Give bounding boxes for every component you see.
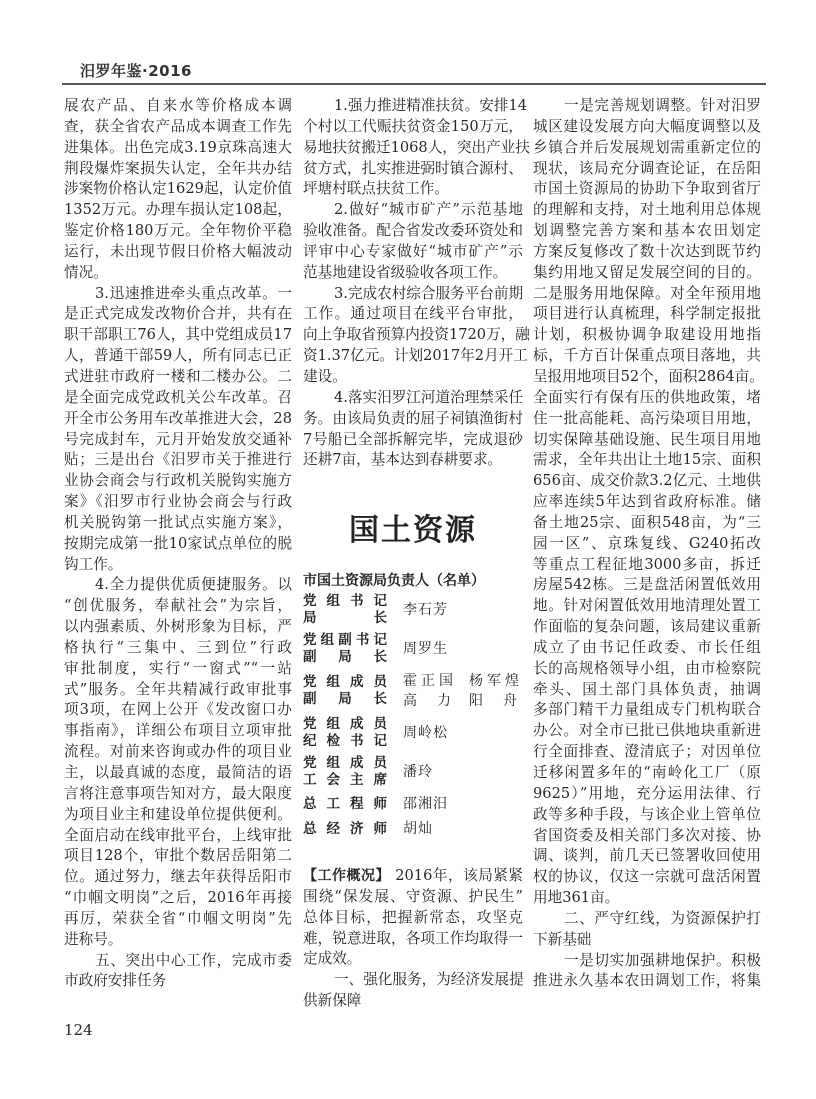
official-row — [303, 819, 523, 839]
paragraph — [303, 388, 523, 471]
text-line: 长的高规格领导小组，由市检察院 — [533, 659, 761, 677]
official-row — [303, 671, 523, 711]
text-line: 围绕“保发展、守资源、护民生” — [303, 887, 523, 905]
paragraph — [303, 970, 523, 1012]
text-line: 位。通过努力，继去年获得岳阳市 — [64, 868, 292, 886]
text-line: 业协会商会与行政机关脱钩实施方 — [64, 472, 292, 490]
text-line: 成立了由书记任政委、市长任组 — [533, 638, 761, 656]
text-line: 务。由该局负责的屈子祠镇渔街村 — [303, 409, 523, 427]
role-line: 局长 — [303, 610, 387, 626]
text-line: 坪塘村联点扶贫工作。 — [303, 180, 449, 198]
text-line: 个村以工代赈扶贫资金150万元， — [303, 117, 523, 135]
text-line: 市政府安排任务 — [64, 972, 167, 990]
text-line: 方案反复修改了数十次达到既节约 — [533, 242, 761, 260]
text-line: 乡镇合并后发展规划需重新定位的 — [533, 138, 761, 156]
running-header: 汨罗年鉴·2016 — [80, 62, 192, 80]
official-name: 邵湘汨 — [403, 796, 448, 812]
paragraph — [64, 96, 292, 284]
official-names — [403, 639, 448, 659]
text-line: 市国土资源局的协助下争取到省厅 — [533, 180, 761, 198]
text-line: 用地361亩。 — [533, 889, 620, 907]
text-line: 下新基础 — [533, 930, 592, 948]
text-line: 贫方式，扎实推进弼时镇合源村、 — [303, 159, 523, 177]
text-line: 地。针对闲置低效用地清理处置工 — [533, 597, 761, 615]
official-role — [303, 632, 387, 666]
text-line: 格执行“三集中、三到位”行政 — [64, 638, 292, 656]
text-line: 呈报用地项目52个，面积2864亩。 — [533, 367, 764, 385]
official-role — [303, 796, 387, 813]
official-names — [403, 794, 448, 814]
text-line: 资1.37亿元。计划2017年2月开工 — [303, 347, 528, 365]
text-line: 是全面完成党政机关公车改革。召 — [64, 388, 292, 406]
official-names — [403, 600, 448, 620]
paragraph — [303, 866, 523, 970]
official-role — [303, 716, 387, 750]
text-line: 式”服务。全年共精减行政审批事 — [64, 680, 292, 698]
text-line: 4.全力提供优质便捷服务。以 — [95, 576, 292, 594]
text-line: 现状，该局充分调查论证，在岳阳 — [533, 159, 761, 177]
role-line: 党组副书记 — [303, 632, 387, 648]
paragraph — [533, 96, 764, 909]
text-line: 计划，积极协调争取建设用地指 — [533, 326, 761, 344]
official-name: 霍正国 — [403, 673, 453, 689]
role-line: 副局长 — [303, 649, 387, 665]
text-line: 一是完善规划调整。针对汨罗 — [564, 97, 761, 114]
text-line: 备土地25宗、面积548亩，为“三 — [533, 513, 761, 531]
official-row — [303, 632, 523, 666]
page-number: 124 — [64, 1021, 93, 1039]
official-name: 阳舟 — [469, 693, 517, 709]
text-line: 涉案物价格认定1629起，认定价值 — [64, 180, 292, 198]
role-line: 党组书记 — [303, 593, 387, 609]
role-line: 副局长 — [303, 691, 387, 707]
text-line: 主，以最真诚的态度，最简洁的语 — [64, 764, 292, 781]
text-line: 等重点工程征地3000多亩，拆迁 — [533, 555, 761, 573]
text-line: 号完成封车，元月开始发放交通补 — [64, 430, 292, 448]
text-line: 贴；三是出台《汨罗市关于推进行 — [64, 451, 292, 469]
text-line: 4.落实汨罗江河道治理禁采任 — [334, 388, 524, 406]
text-line: 式进驻市政府一楼和二楼办公。二 — [64, 367, 292, 385]
text-line: 人，普通干部59人，所有同志已正 — [64, 347, 292, 365]
official-names — [403, 762, 433, 782]
text-line: 荆段爆炸案损失认定，全年共办结 — [64, 159, 292, 177]
text-line: 全面实行有保有压的供地政策，堵 — [533, 388, 761, 406]
text-line: 标，千方百计保重点项目落地，共 — [533, 347, 761, 365]
text-line: 流程。对前来咨询或办件的项目业 — [64, 743, 292, 761]
text-line: 的理解和支持，对土地利用总体规 — [533, 201, 761, 219]
role-line: 纪检书记 — [303, 733, 387, 749]
text-line: 进称号。 — [64, 930, 123, 948]
official-name: 胡灿 — [403, 821, 433, 837]
column-2 — [303, 96, 530, 471]
official-name: 周罗生 — [403, 641, 448, 657]
official-names — [403, 723, 448, 743]
text-line: 行全面排查、澄清底子；对因单位 — [533, 743, 761, 761]
official-row — [303, 593, 523, 627]
text-line: 多部门精干力量组成专门机构联合 — [533, 701, 761, 719]
text-line: 案》《汨罗市行业协会商会与行政 — [64, 493, 292, 511]
text-line: 房屋542栋。三是盘活闲置低效用 — [533, 576, 761, 594]
text-line: 3.完成农村综合服务平台前期 — [334, 284, 524, 302]
text-line: 按期完成第一批10家试点单位的脱 — [64, 534, 292, 552]
text-line: 2.做好“城市矿产”示范基地 — [334, 201, 523, 219]
official-row — [303, 755, 523, 789]
text-line: 开全市公务用车改革推进大会，28 — [64, 409, 292, 427]
text-line: 656亩、成交价款3.2亿元、土地供 — [533, 472, 761, 490]
officials-table — [303, 593, 523, 844]
text-line: 查，获全省农产品成本调查工作先 — [64, 117, 292, 135]
paragraph — [303, 284, 530, 388]
text-line: 城区建设发展方向大幅度调整以及 — [533, 117, 761, 135]
text-line: 事指南》，详细公布项目立项审批 — [64, 722, 292, 740]
header-rule — [62, 83, 766, 85]
section-heading: 国土资源 — [349, 514, 477, 547]
official-role — [303, 593, 387, 627]
column-1 — [64, 96, 292, 992]
text-line: 难，锐意进取，各项工作均取得一 — [303, 929, 523, 947]
text-line: 作面临的复杂问题，该局建议重新 — [533, 618, 761, 636]
official-role — [303, 755, 387, 789]
text-line: 一、强化服务，为经济发展提 — [334, 971, 524, 989]
role-line: 党组成员 — [303, 755, 387, 771]
text-span: 2016年，该局紧紧 — [390, 867, 524, 884]
text-line: 需求，全年共出让土地15宗、面积 — [533, 451, 761, 469]
paragraph — [533, 951, 761, 993]
official-name: 李石芳 — [403, 602, 448, 618]
text-line: 项目128个，审批个数居岳阳第二 — [64, 847, 292, 865]
text-line: 运行，未出现节假日价格大幅波动 — [64, 242, 292, 260]
text-line: 1.强力推进精准扶贫。安排14 — [334, 97, 528, 114]
text-line: 情况。 — [64, 263, 108, 281]
official-name: 周岭松 — [403, 725, 448, 741]
official-names — [403, 671, 519, 711]
official-row — [303, 794, 523, 814]
text-line: 迁移闲置多年的“南岭化工厂（原 — [533, 764, 761, 781]
paragraph — [64, 951, 292, 993]
text-line: 3.迅速推进牵头重点改革。一 — [95, 284, 292, 302]
text-line: 牵头、国土部门具体负责，抽调 — [533, 680, 761, 698]
text-line: 为项目业主和建设单位提供便利。 — [64, 805, 292, 823]
text-line: 验收准备。配合省发改委环资处和 — [303, 222, 523, 240]
text-line: 五、突出中心工作，完成市委 — [95, 951, 292, 969]
text-line: 二是服务用地保障。对全年预用地 — [533, 284, 761, 302]
role-line: 党组成员 — [303, 716, 387, 732]
text-line: 言将注意事项告知对方，最大限度 — [64, 784, 292, 802]
text-line: 1352万元。办理车损认定108起， — [64, 201, 292, 219]
text-line: 还耕7亩，基本达到春耕要求。 — [303, 451, 503, 469]
text-line: 项目进行认真梳理，科学制定报批 — [533, 305, 761, 323]
text-line: 钩工作。 — [64, 555, 123, 573]
text-line: “巾帼文明岗”之后，2016年再接 — [64, 889, 292, 907]
text-line: 评审中心专家做好“城市矿产”示 — [303, 242, 523, 260]
official-role — [303, 821, 387, 838]
text-line: 总体目标，把握新常态，攻坚克 — [303, 908, 523, 926]
text-line: 划调整完善方案和基本农田划定 — [533, 222, 761, 240]
overview-label: 【工作概况】 — [303, 868, 391, 884]
text-line: 展农产品、自来水等价格成本调 — [64, 97, 292, 114]
text-line: 易地扶贫搬迁1068人，突出产业扶 — [303, 138, 530, 156]
role-line: 总经济师 — [303, 820, 387, 837]
text-line: 以内强素质、外树形象为目标，严 — [64, 618, 292, 636]
column-3 — [533, 96, 764, 992]
text-line: 审批制度，实行“一窗式”“一站 — [64, 659, 292, 677]
text-line: 向上争取省预算内投资1720万，融 — [303, 326, 530, 344]
official-role — [303, 674, 387, 708]
text-line: 调、谈判，前几天已签署收回使用 — [533, 847, 761, 865]
text-line: 切实保障基础设施、民生项目用地 — [533, 430, 761, 448]
text-line: 办公。对全市已批已供地块重新进 — [533, 722, 761, 740]
official-name: 杨军煌 — [469, 673, 519, 689]
text-line: 二、严守红线，为资源保护打 — [564, 909, 761, 927]
text-line: 一是切实加强耕地保护。积极 — [564, 951, 761, 969]
text-line: 机关脱钩第一批试点实施方案》， — [64, 513, 292, 531]
text-line: 7号船已全部拆解完毕，完成退砂 — [303, 430, 523, 448]
text-line: 园一区”、京珠复线、G240拓改 — [533, 534, 761, 552]
text-line: 建设。 — [303, 367, 347, 385]
paragraph — [64, 284, 292, 576]
text-line: 工作。通过项目在线平台审批， — [303, 305, 523, 323]
official-name: 高力 — [403, 693, 451, 709]
text-line: 权的协议，仅这一宗就可盘活闲置 — [533, 868, 761, 886]
text-line: 省国资委及相关部门多次对接、协 — [533, 826, 761, 844]
text-line: 范基地建设省级验收各项工作。 — [303, 263, 508, 281]
text-line: “创优服务，奉献社会”为宗旨， — [64, 597, 292, 615]
role-line: 党组成员 — [303, 674, 387, 690]
role-line: 总工程师 — [303, 795, 387, 812]
paragraph — [303, 96, 530, 200]
text-line: 政等多种手段，与该企业上管单位 — [533, 805, 761, 823]
text-line: 再厉，荣获全省“巾帼文明岗”先 — [64, 909, 292, 927]
text-line: 应率连续5年达到省政府标准。储 — [533, 493, 761, 511]
paragraph — [64, 575, 292, 950]
role-line: 工会主席 — [303, 772, 387, 788]
text-line: 供新保障 — [303, 992, 362, 1010]
paragraph — [533, 909, 761, 951]
text-line: 进集体。出色完成3.19京珠高速大 — [64, 138, 292, 156]
text-line: 集约用地又留足发展空间的目的。 — [533, 263, 761, 281]
text-line: 职干部职工76人，其中党组成员17 — [64, 326, 292, 344]
official-name: 潘玲 — [403, 764, 433, 780]
text-line: 定成效。 — [303, 950, 362, 968]
paragraph — [303, 200, 523, 283]
text-line: 9625）”用地，充分运用法律、行 — [533, 784, 761, 802]
officials-title: 市国土资源局负责人（名单） — [303, 573, 485, 589]
text-line — [303, 866, 523, 887]
text-line: 鉴定价格180万元。全年物价平稳 — [64, 222, 292, 240]
text-line: 是正式完成发改物价合并，共有在 — [64, 305, 292, 323]
text-line: 全面启动在线审批平台，上线审批 — [64, 826, 292, 844]
official-names — [403, 819, 433, 839]
text-line: 推进永久基本农田调划工作，将集 — [533, 972, 761, 990]
official-row — [303, 716, 523, 750]
text-line: 住一批高能耗、高污染项目用地， — [533, 409, 761, 427]
work-overview — [303, 866, 523, 1012]
text-line: 项3项，在网上公开《发改窗口办 — [64, 701, 292, 719]
